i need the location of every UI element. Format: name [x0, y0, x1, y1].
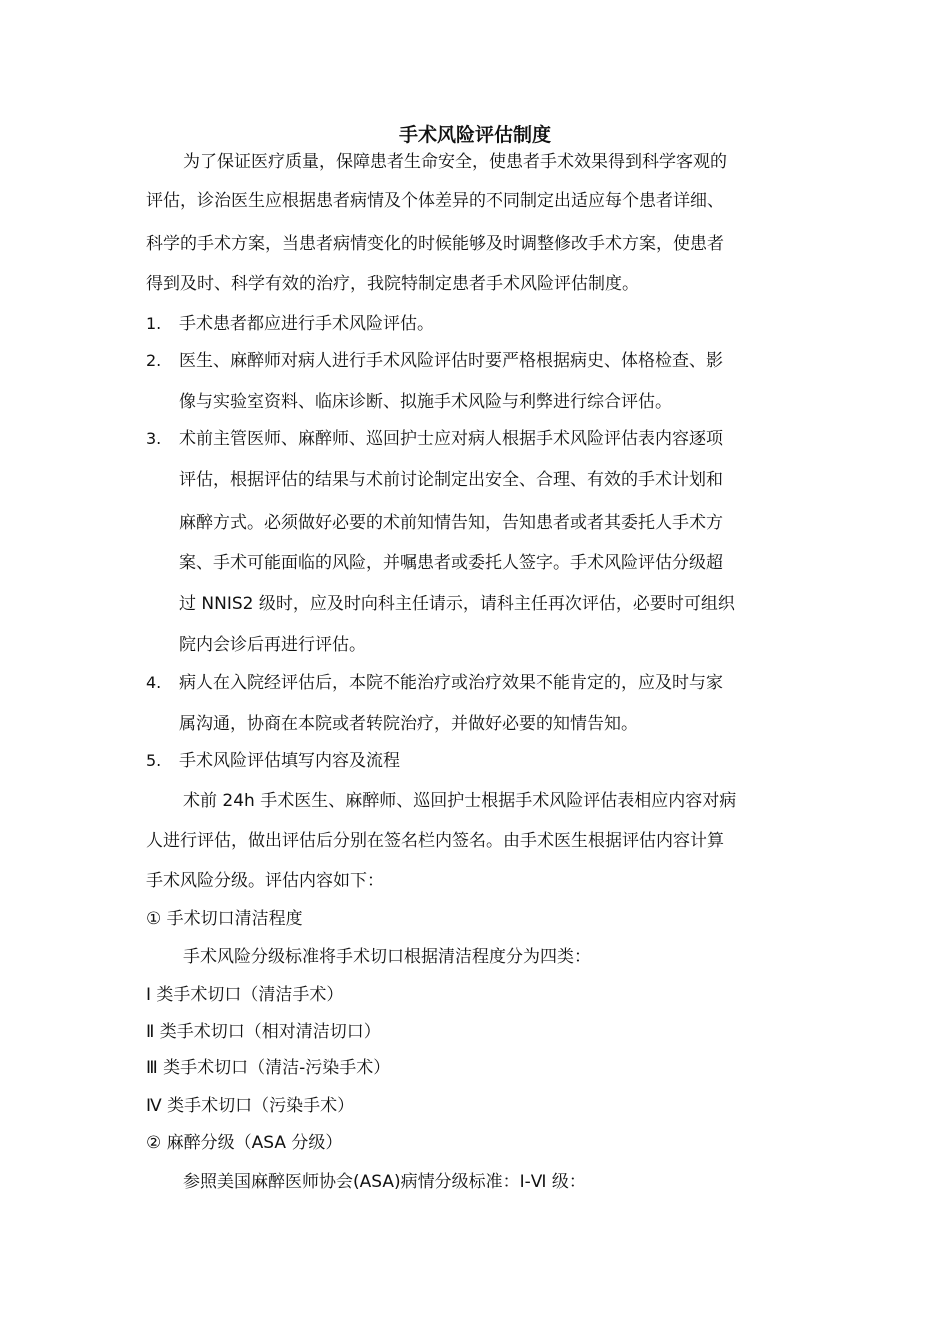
section-heading: ① 手术切口清洁程度 [146, 909, 303, 929]
list-item-text: 评估，根据评估的结果与术前讨论制定出安全、合理、有效的手术计划和 [179, 470, 723, 490]
incision-class: Ⅲ 类手术切口（清洁-污染手术） [146, 1058, 391, 1078]
list-item-text: 属沟通，协商在本院或者转院治疗，并做好必要的知情告知。 [179, 714, 638, 734]
document-title: 手术风险评估制度 [398, 124, 551, 146]
list-item-text: 病人在入院经评估后，本院不能治疗或治疗效果不能肯定的，应及时与家 [179, 673, 723, 693]
list-item-number: 5. [146, 751, 162, 770]
incision-class: Ⅰ 类手术切口（清洁手术） [146, 985, 344, 1005]
list-item-text: 麻醉方式。必须做好必要的术前知情告知，告知患者或者其委托人手术方 [179, 513, 723, 533]
list-item-text: 术前主管医师、麻醉师、巡回护士应对病人根据手术风险评估表内容逐项 [179, 429, 723, 449]
section-intro: 手术风险分级标准将手术切口根据清洁程度分为四类： [183, 947, 591, 967]
section-heading: ② 麻醉分级（ASA 分级） [146, 1133, 343, 1153]
list-item-number: 3. [146, 429, 162, 448]
process-line: 手术风险分级。评估内容如下： [146, 871, 384, 891]
list-item-text: 像与实验室资料、临床诊断、拟施手术风险与利弊进行综合评估。 [179, 392, 672, 412]
list-item-text: 院内会诊后再进行评估。 [179, 635, 366, 655]
incision-class: Ⅱ 类手术切口（相对清洁切口） [146, 1022, 381, 1042]
list-item-number: 2. [146, 351, 162, 370]
list-item-number: 1. [146, 314, 162, 333]
list-item-number: 4. [146, 673, 162, 692]
intro-line: 为了保证医疗质量，保障患者生命安全，使患者手术效果得到科学客观的 [183, 152, 727, 172]
list-item-text: 医生、麻醉师对病人进行手术风险评估时要严格根据病史、体格检查、影 [179, 351, 723, 371]
list-item-text: 案、手术可能面临的风险，并嘱患者或委托人签字。手术风险评估分级超 [179, 553, 723, 573]
list-item-text: 手术风险评估填写内容及流程 [179, 751, 400, 771]
incision-class: Ⅳ 类手术切口（污染手术） [146, 1096, 355, 1116]
section-intro: 参照美国麻醉医师协会(ASA)病情分级标准：I-Ⅵ 级： [183, 1172, 586, 1192]
process-line: 术前 24h 手术医生、麻醉师、巡回护士根据手术风险评估表相应内容对病 [183, 791, 737, 811]
process-line: 人进行评估，做出评估后分别在签名栏内签名。由手术医生根据评估内容计算 [146, 831, 724, 851]
intro-line: 评估，诊治医生应根据患者病情及个体差异的不同制定出适应每个患者详细、 [146, 191, 724, 211]
intro-line: 得到及时、科学有效的治疗，我院特制定患者手术风险评估制度。 [146, 274, 639, 294]
list-item-text: 过 NNIS2 级时，应及时向科主任请示，请科主任再次评估，必要时可组织 [179, 594, 735, 614]
intro-line: 科学的手术方案，当患者病情变化的时候能够及时调整修改手术方案，使患者 [146, 234, 724, 254]
list-item-text: 手术患者都应进行手术风险评估。 [179, 314, 434, 334]
